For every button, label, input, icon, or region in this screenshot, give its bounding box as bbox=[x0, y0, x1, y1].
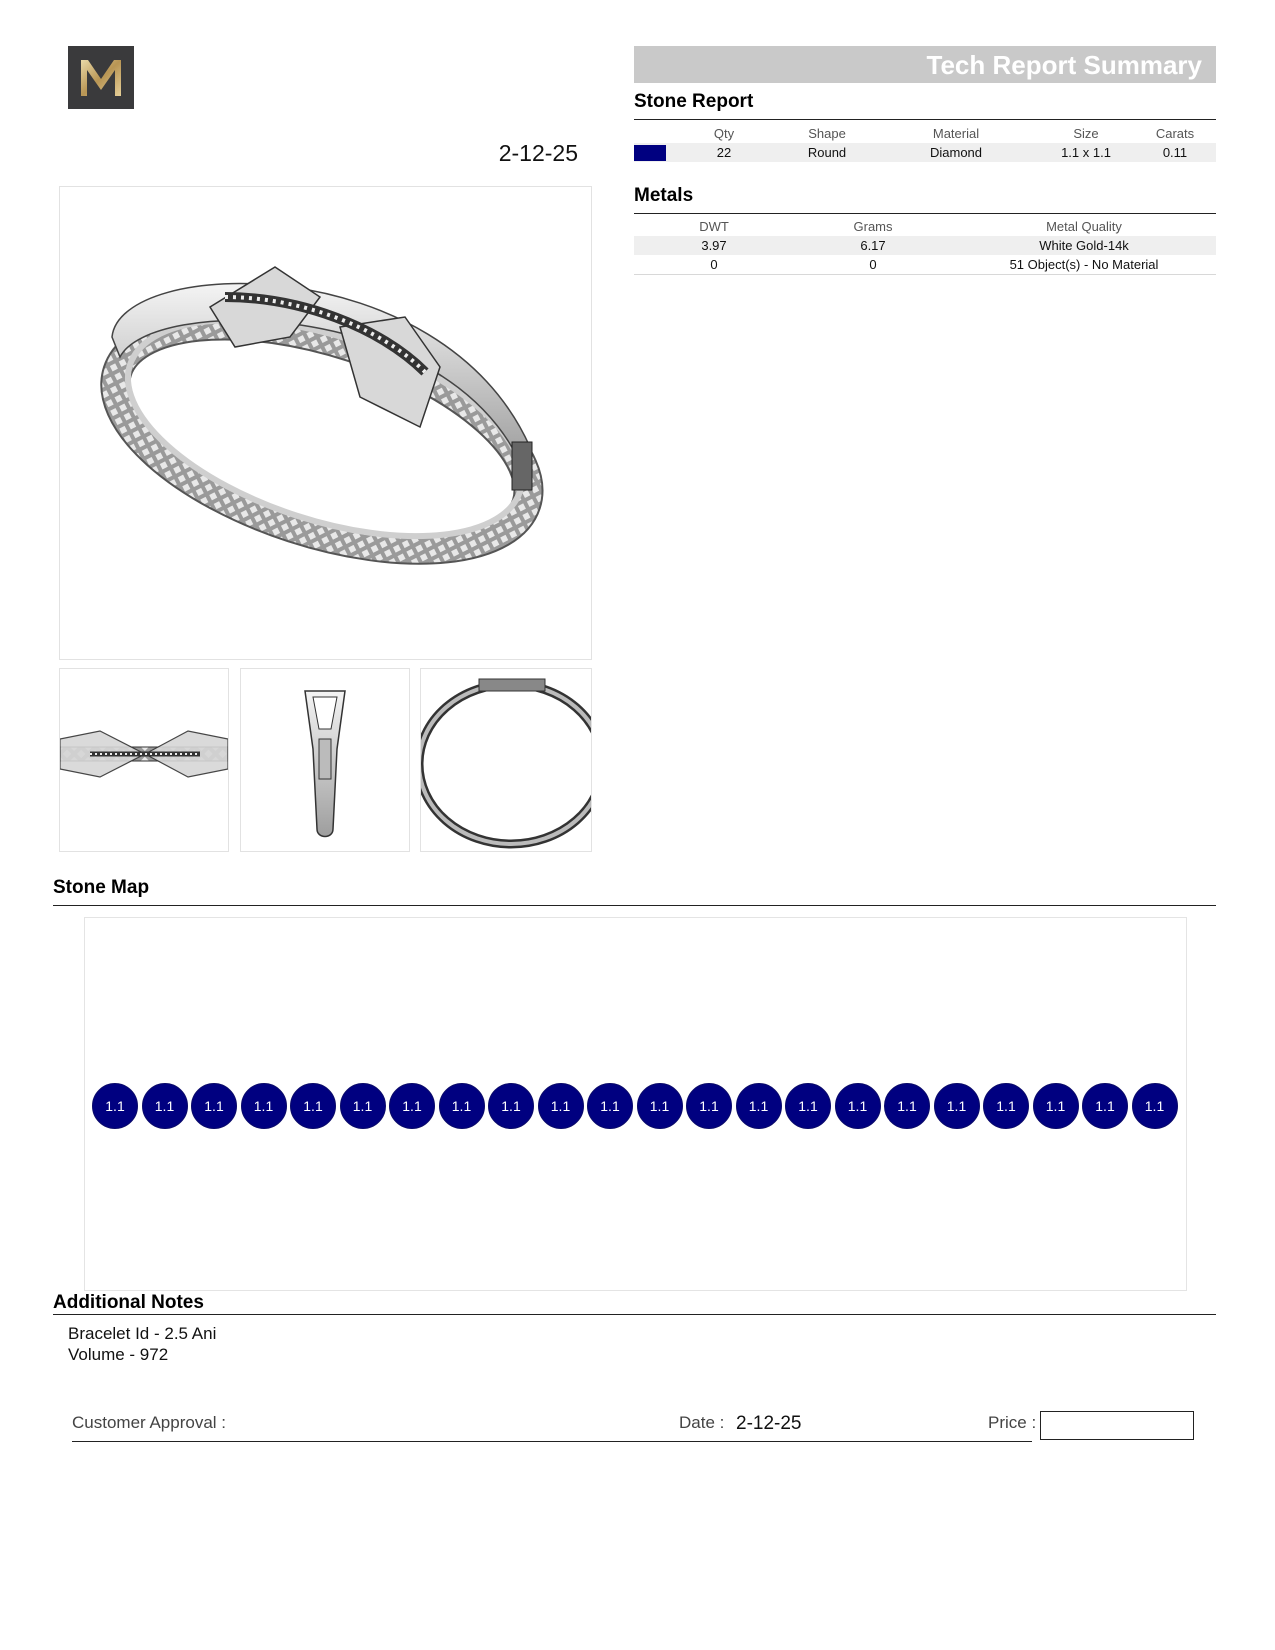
bracelet-side-view-image bbox=[241, 669, 409, 851]
stone-map-rule bbox=[53, 905, 1216, 906]
stone-map-stone: 1.1 bbox=[884, 1083, 930, 1129]
stone-map-stone: 1.1 bbox=[587, 1083, 633, 1129]
report-date: 2-12-25 bbox=[498, 140, 578, 166]
qty-column-header: Qty bbox=[713, 126, 735, 141]
approval-date-label: Date : bbox=[679, 1413, 725, 1432]
stone-map-stone: 1.1 bbox=[1132, 1083, 1178, 1129]
company-logo bbox=[68, 46, 134, 109]
stone-material: Diamond bbox=[874, 143, 1038, 162]
main-product-render bbox=[59, 186, 592, 660]
stone-map-stone: 1.1 bbox=[142, 1083, 188, 1129]
stone-map-stone: 1.1 bbox=[983, 1083, 1029, 1129]
stone-carats: 0.11 bbox=[1134, 143, 1216, 162]
stone-map-panel bbox=[84, 917, 1187, 1291]
metal-quality: White Gold-14k bbox=[952, 236, 1216, 255]
metals-rule bbox=[634, 213, 1216, 214]
stone-map-stone: 1.1 bbox=[340, 1083, 386, 1129]
stone-map-stone: 1.1 bbox=[92, 1083, 138, 1129]
stone-shape: Round bbox=[780, 143, 874, 162]
stone-map-stone: 1.1 bbox=[1082, 1083, 1128, 1129]
stone-size: 1.1 x 1.1 bbox=[1038, 143, 1134, 162]
table-row bbox=[634, 255, 1216, 275]
stone-color-swatch bbox=[634, 145, 666, 161]
table-row bbox=[634, 143, 1216, 162]
stone-report-table bbox=[634, 124, 1216, 162]
bracelet-perspective-image bbox=[60, 187, 591, 659]
note-line-bracelet-id: Bracelet Id - 2.5 Ani bbox=[68, 1324, 217, 1343]
logo-m-mark bbox=[68, 46, 134, 109]
table-row bbox=[634, 236, 1216, 255]
stone-color-cell bbox=[634, 143, 668, 162]
stone-report-header-row bbox=[634, 124, 1216, 143]
additional-notes-title: Additional Notes bbox=[53, 1292, 204, 1313]
stone-report-rule bbox=[634, 119, 1216, 120]
stone-map-stone: 1.1 bbox=[934, 1083, 980, 1129]
price-input[interactable] bbox=[1040, 1411, 1194, 1440]
stone-map-title: Stone Map bbox=[53, 877, 150, 898]
stone-qty: 22 bbox=[668, 143, 780, 162]
color-column-header bbox=[634, 124, 668, 143]
stone-map-stone: 1.1 bbox=[290, 1083, 336, 1129]
stone-map-stone: 1.1 bbox=[241, 1083, 287, 1129]
report-title-banner bbox=[634, 46, 1216, 83]
metals-title: Metals bbox=[634, 185, 694, 206]
bracelet-front-view-image bbox=[60, 669, 228, 851]
shape-column-header: Shape bbox=[808, 126, 846, 141]
top-view-thumbnail bbox=[420, 668, 592, 852]
metal-grams: 0 bbox=[869, 257, 877, 272]
material-column-header: Material bbox=[932, 126, 980, 141]
stone-map-stone: 1.1 bbox=[637, 1083, 683, 1129]
carats-column-header: Carats bbox=[1155, 126, 1195, 141]
additional-notes-rule bbox=[53, 1314, 1216, 1315]
stone-map-stone: 1.1 bbox=[538, 1083, 584, 1129]
stone-report-title: Stone Report bbox=[634, 91, 754, 112]
approval-date-value: 2-12-25 bbox=[736, 1413, 802, 1434]
stone-map-stone: 1.1 bbox=[191, 1083, 237, 1129]
stone-map-stone: 1.1 bbox=[389, 1083, 435, 1129]
stone-map-stone: 1.1 bbox=[686, 1083, 732, 1129]
front-view-thumbnail bbox=[59, 668, 229, 852]
metal-dwt: 0 bbox=[710, 257, 718, 272]
price-label: Price : bbox=[988, 1413, 1037, 1432]
grams-column-header: Grams bbox=[853, 219, 893, 234]
dwt-column-header: DWT bbox=[699, 219, 729, 234]
note-line-volume: Volume - 972 bbox=[68, 1345, 169, 1364]
stone-map-stone: 1.1 bbox=[785, 1083, 831, 1129]
stone-map-stone: 1.1 bbox=[1033, 1083, 1079, 1129]
metals-table bbox=[634, 217, 1216, 275]
metal-dwt: 3.97 bbox=[634, 236, 794, 255]
size-column-header: Size bbox=[1073, 126, 1099, 141]
metal-quality-column-header: Metal Quality bbox=[1046, 219, 1122, 234]
metals-header-row bbox=[634, 217, 1216, 236]
stone-map-stone: 1.1 bbox=[439, 1083, 485, 1129]
bracelet-top-view-image bbox=[421, 669, 591, 851]
stone-map-stone: 1.1 bbox=[835, 1083, 881, 1129]
side-view-thumbnail bbox=[240, 668, 410, 852]
metal-grams: 6.17 bbox=[794, 236, 952, 255]
approval-signature-line bbox=[72, 1441, 1032, 1442]
report-title: Tech Report Summary bbox=[926, 50, 1202, 80]
additional-notes-body bbox=[68, 1323, 216, 1365]
metal-quality: 51 Object(s) - No Material bbox=[1009, 257, 1159, 272]
customer-approval-label: Customer Approval : bbox=[72, 1413, 227, 1432]
stone-map-stone: 1.1 bbox=[488, 1083, 534, 1129]
stone-map-stone: 1.1 bbox=[736, 1083, 782, 1129]
